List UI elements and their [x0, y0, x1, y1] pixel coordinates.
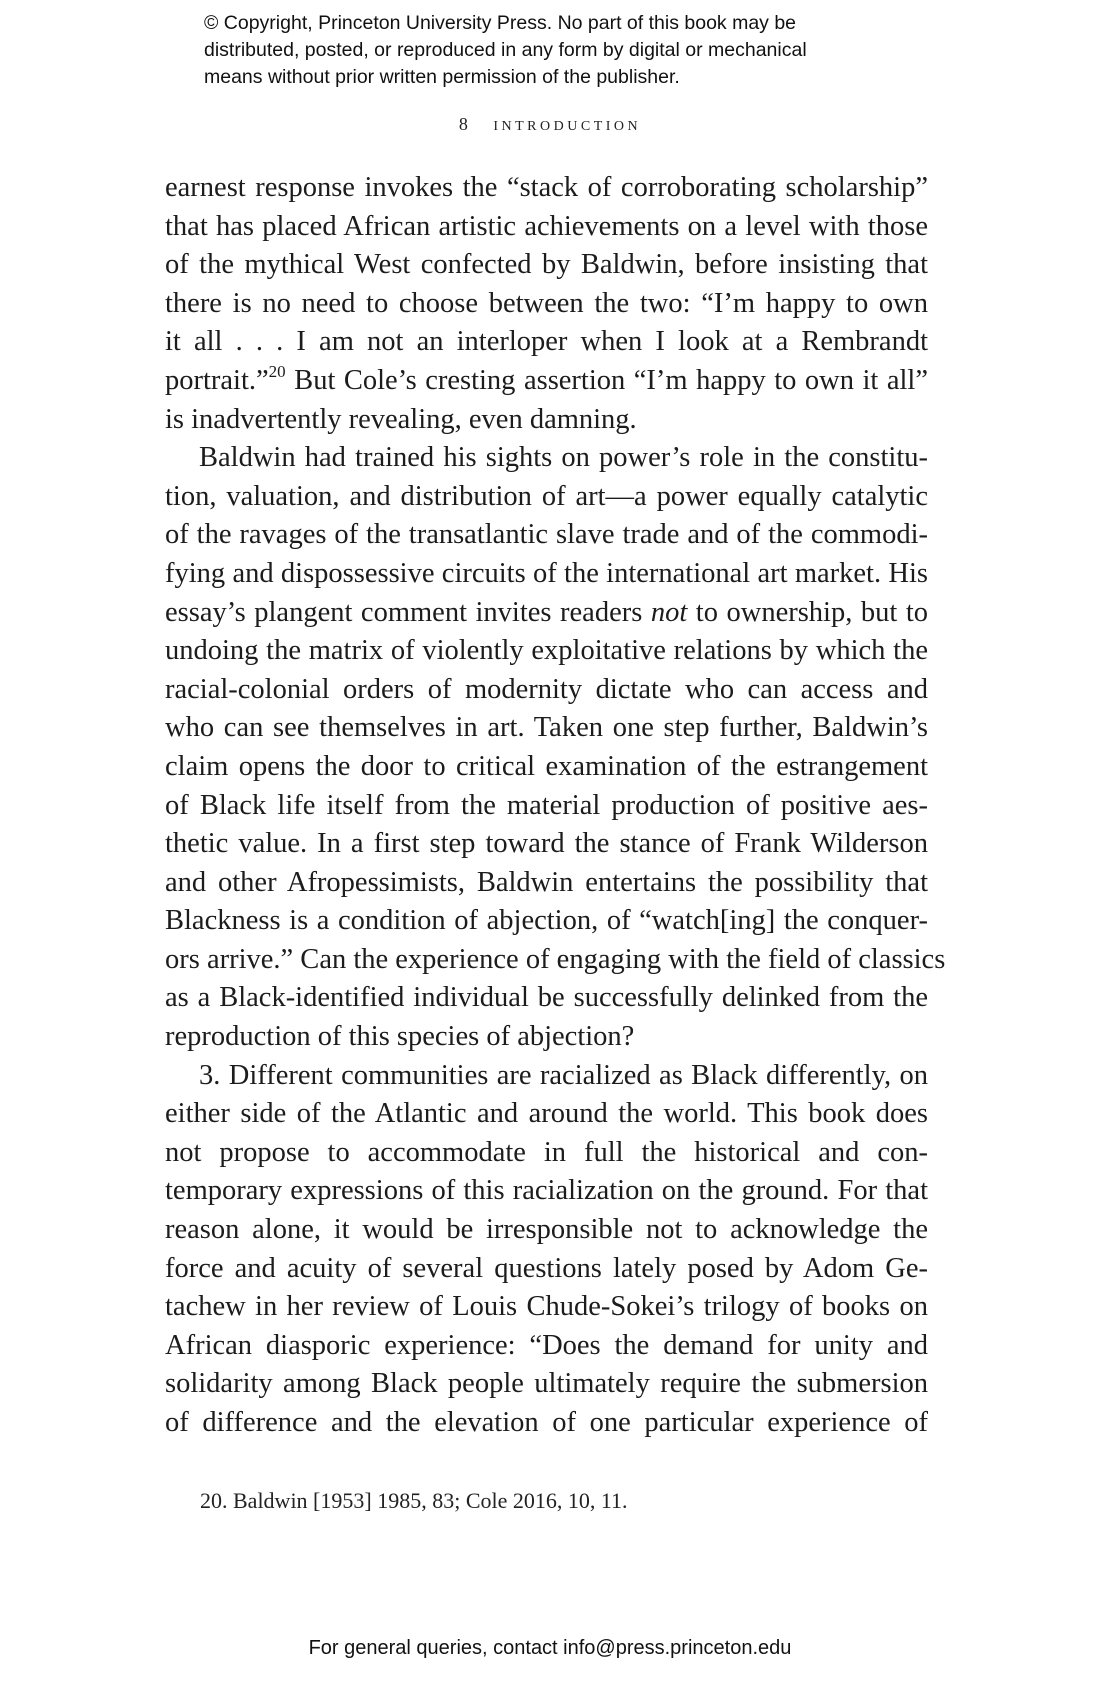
- copyright-line: © Copyright, Princeton University Press. No part of this book may be: [204, 12, 797, 34]
- text-segment: to ownership, but to: [687, 596, 928, 628]
- copyright-notice: [204, 10, 924, 91]
- text-line: of Black life itself from the material production of positive aes-: [165, 789, 928, 821]
- text-line: either side of the Atlantic and around the world. This book does: [165, 1098, 928, 1130]
- text-line: is inadvertently revealing, even damning.: [165, 403, 637, 435]
- text-line: earnest response invokes the “stack of corroborating scholarship”: [165, 172, 928, 203]
- emphasis-not: not: [650, 596, 688, 628]
- text-line: racial-colonial orders of modernity dictate who can access and: [165, 673, 928, 705]
- copyright-line: means without prior written permission of the publisher.: [204, 66, 680, 88]
- body-text: [165, 169, 946, 1443]
- copyright-line: distributed, posted, or reproduced in any form by digital or mechanical: [204, 39, 807, 61]
- text-line: not propose to accommodate in full the historical and con-: [165, 1136, 928, 1168]
- text-line: African diasporic experience: “Does the demand for unity and: [165, 1329, 928, 1361]
- text-line: 3. Different communities are racialized as Black differently, on: [199, 1059, 928, 1091]
- text-line: and other Afropessimists, Baldwin entertains the possibility that: [165, 866, 928, 898]
- text-line: reason alone, it would be irresponsible not to acknowledge the: [165, 1214, 928, 1246]
- text-line: force and acuity of several questions lately posed by Adom Ge-: [165, 1252, 928, 1284]
- quote-end: portrait.”: [165, 364, 269, 396]
- text-line: Baldwin had trained his sights on power’s role in the constitu-: [199, 442, 928, 474]
- text-line: of the ravages of the transatlantic slave trade and of the commodi-: [165, 519, 928, 551]
- text-line: ors arrive.” Can the experience of engaging with the field of classics: [165, 943, 946, 975]
- text-line: [165, 362, 928, 401]
- text-line: thetic value. In a first step toward the stance of Frank Wilderson: [165, 828, 928, 860]
- text-line: fying and dispossessive circuits of the international art market. His: [165, 557, 928, 589]
- text-line: solidarity among Black people ultimately require the submersion: [165, 1368, 928, 1400]
- running-head: [0, 113, 1100, 136]
- text-line: of difference and the elevation of one particular experience of: [165, 1407, 928, 1438]
- text-line: tachew in her review of Louis Chude-Sokei’s trilogy of books on: [165, 1291, 928, 1323]
- text-line: as a Black-identified individual be successfully delinked from the: [165, 982, 928, 1014]
- sentence: But Cole’s cresting assertion “I’m happy to own it all”: [285, 364, 928, 396]
- text-line: undoing the matrix of violently exploitative relations by which the: [165, 635, 928, 667]
- text-line: it all . . . I am not an interloper when I look at a Rembrandt: [165, 326, 928, 358]
- text-line: reproduction of this species of abjection?: [165, 1021, 635, 1053]
- text-line: who can see themselves in art. Taken one step further, Baldwin’s: [165, 712, 928, 744]
- footnote: 20. Baldwin [1953] 1985, 83; Cole 2016, 10, 11.: [200, 1488, 628, 1513]
- text-segment: essay’s plangent comment invites readers: [165, 596, 651, 628]
- text-line: tion, valuation, and distribution of art—a power equally catalytic: [165, 480, 928, 512]
- section-title: introduction: [493, 113, 642, 135]
- footer-contact: For general queries, contact info@press.princeton.edu: [308, 1637, 792, 1659]
- text-line: Blackness is a condition of abjection, of “watch[ing] the conquer-: [165, 905, 928, 937]
- footnote-marker[interactable]: 20: [268, 361, 286, 381]
- text-line: [165, 594, 928, 633]
- text-line: of the mythical West confected by Baldwin, before insisting that: [165, 249, 928, 281]
- page-number: 8: [458, 114, 468, 134]
- text-line: claim opens the door to critical examination of the estrangement: [165, 750, 928, 782]
- text-line: there is no need to choose between the two: “I’m happy to own: [165, 287, 928, 319]
- text-line: temporary expressions of this racialization on the ground. For that: [165, 1175, 928, 1207]
- text-line: that has placed African artistic achievements on a level with those: [165, 210, 928, 242]
